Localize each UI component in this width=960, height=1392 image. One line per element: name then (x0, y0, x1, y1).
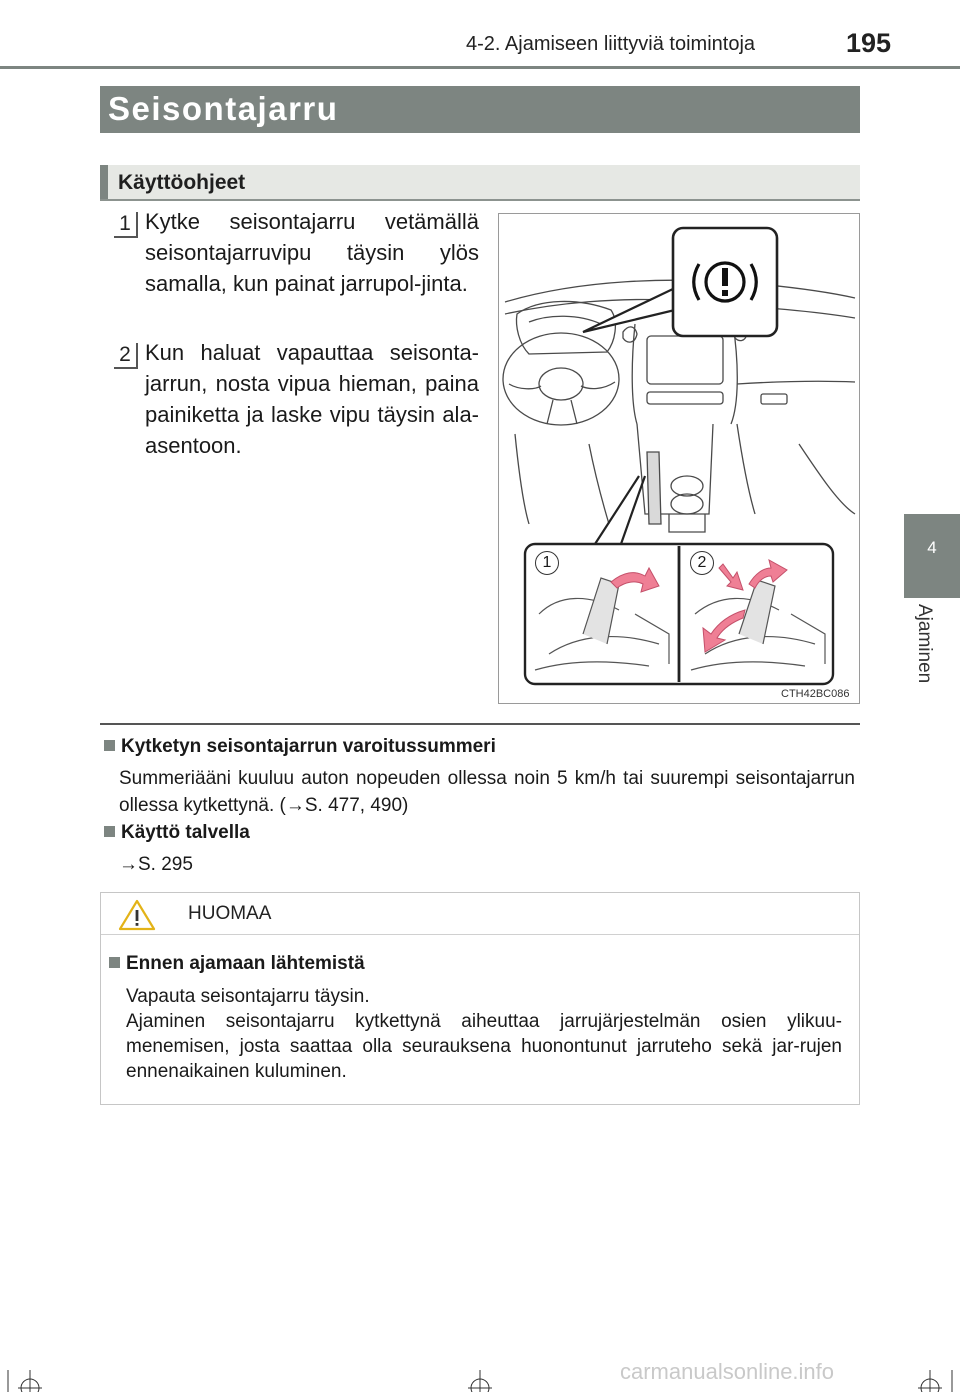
note-text-1: Summeriääni kuuluu auton nopeuden ollessa noin 5 km/h tai suurempi seisontajarrun ollessa kytkettynä. (→S. 477, 490) (119, 768, 855, 816)
bullet-square-icon (109, 957, 120, 968)
step-number-2: 2 (114, 343, 138, 369)
step-number-1: 1 (114, 212, 138, 238)
watermark: carmanualsonline.info (620, 1359, 835, 1384)
bullet-square-icon (104, 740, 115, 751)
illustration-code: CTH42BC086 (781, 688, 850, 700)
callout-1: 1 (535, 551, 559, 575)
note-heading-2: Käyttö talvella (104, 822, 250, 844)
parking-brake-illustration (498, 213, 860, 704)
page-title: Seisontajarru (108, 90, 339, 127)
chapter-label: Ajaminen (914, 604, 935, 684)
note-text-2[interactable]: →S. 295 (119, 854, 193, 875)
warning-triangle-icon (117, 898, 157, 932)
step-text-1: Kytke seisontajarru vetämällä seisontajarruvipu täysin ylös samalla, kun painat jarrupol-jinta. (145, 209, 479, 296)
dashboard-drawing (499, 214, 859, 703)
header-divider (0, 66, 960, 69)
section-title: 4-2. Ajamiseen liittyviä toimintoja (466, 33, 756, 55)
caution-title: HUOMAA (188, 903, 272, 924)
caution-box (100, 892, 860, 1105)
bullet-square-icon (104, 826, 115, 837)
subtitle-bar (100, 165, 860, 201)
caution-line-1: Vapauta seisontajarru täysin. (126, 986, 370, 1007)
caution-body (126, 984, 842, 1084)
callout-2: 2 (690, 551, 714, 575)
caution-divider (101, 934, 859, 935)
chapter-number: 4 (927, 538, 937, 557)
note-heading-1: Kytketyn seisontajarrun varoitussummeri (104, 736, 496, 758)
step-text-2: Kun haluat vapauttaa seisonta-jarrun, nosta vipua hieman, paina painiketta ja laske vipu täysin ala-asentoon. (145, 340, 479, 458)
page-title-bar (100, 86, 860, 133)
caution-heading: Ennen ajamaan lähtemistä (109, 953, 365, 975)
section-divider (100, 723, 860, 725)
page-number: 195 (846, 28, 892, 58)
subtitle: Käyttöohjeet (118, 171, 246, 194)
caution-line-2: Ajaminen seisontajarru kytkettynä aiheuttaa jarrujärjestelmän osien ylikuu-menemisen, josta saattaa olla seurauksena huonontunut jarruteho sekä jar-rujen ennenaikainen kuluminen. (126, 1011, 842, 1082)
subtitle-accent (100, 165, 108, 199)
